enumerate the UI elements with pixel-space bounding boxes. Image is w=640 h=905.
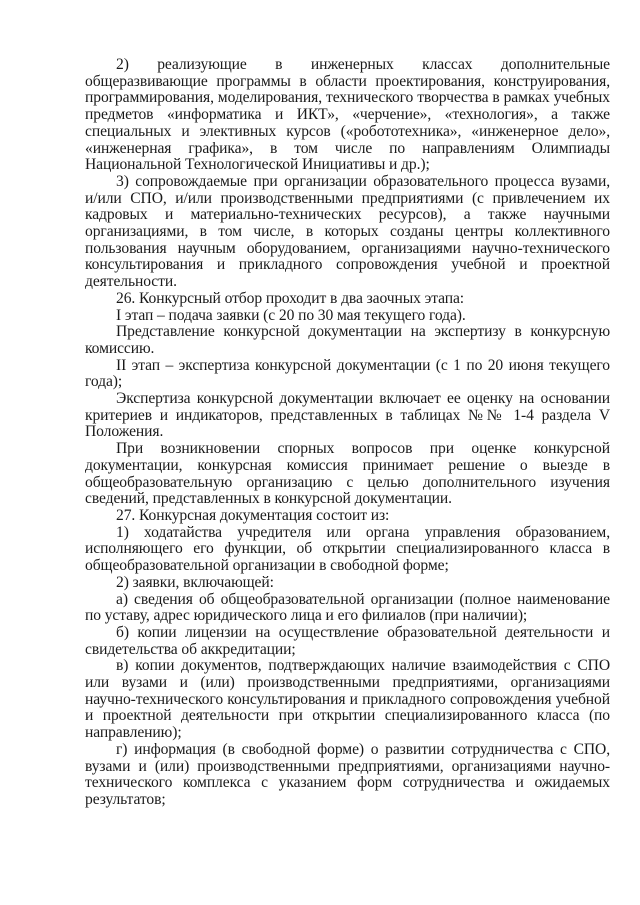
paragraph-stage-2: II этап – экспертиза конкурсной документации (с 1 по 20 июня текущего года);: [85, 356, 610, 391]
paragraph-item-3: 3) сопровождаемые при организации образовательного процесса вузами, и/или СПО, и/или производственными предприятиями (с привлечением их кадровых и материально-технических ресурсов), а также научными организациями, в том числе, в которых созданы центры коллективного пользования научным оборудованием, организациями научно-технического консультирования и прикладного сопровождения учебной и проектной деятельности.: [85, 172, 610, 291]
paragraph-subitem-v: в) копии документов, подтверждающих наличие взаимодействия с СПО или вузами и (или) производственными предприятиями, организациями научно-технического консультирования и прикладного сопровождения учебной и проектной деятельности при открытии специализированного класса (по направлению);: [85, 657, 610, 742]
paragraph-clause-27: 27. Конкурсная документация состоит из:: [116, 506, 390, 524]
paragraph-expertise: Экспертиза конкурсной документации включает ее оценку на основании критериев и индикаторов, представленных в таблицах №№ 1-4 раздела V Положения.: [85, 390, 610, 441]
paragraph-subitem-a: а) сведения об общеобразовательной организации (полное наименование по уставу, адрес юридического лица и его филиалов (при наличии);: [85, 590, 610, 625]
paragraph-doc-item-1: 1) ходатайства учредителя или органа управления образованием, исполняющего его функции, об открытии специализированного класса в общеобразовательной организации в свободной форме;: [85, 523, 610, 575]
paragraph-subitem-b: б) копии лицензии на осуществление образовательной деятельности и свидетельства об аккредитации;: [85, 623, 610, 658]
paragraph-clause-26: 26. Конкурсный отбор проходит в два заочных этапа:: [116, 289, 465, 307]
paragraph-disputes: При возникновении спорных вопросов при оценке конкурсной документации, конкурсная комиссия принимает решение о выезде в общеобразовательную организацию с целью дополнительного изучения сведений, представленных в конкурсной документации.: [85, 440, 610, 508]
paragraph-item-2: 2) реализующие в инженерных классах дополнительные общеразвивающие программы в области проектирования, конструирования, программирования, моделирования, технического творчества в рамках учебных предметов «информатика и ИКТ», «черчение», «технология», а также специальных и элективных курсов («робототехника», «инженерное дело», «инженерная графика», в том числе по направлениям Олимпиады Национальной Технологической Инициативы и др.);: [85, 56, 610, 174]
paragraph-doc-item-2: 2) заявки, включающей:: [116, 573, 274, 591]
paragraph-subitem-g: г) информация (в свободной форме) о развитии сотрудничества с СПО, вузами и (или) производственными предприятиями, организациями научно-технического комплекса с указанием форм сотрудничества и ожидаемых результатов;: [85, 740, 610, 808]
paragraph-stage-1-note: Представление конкурсной документации на экспертизу в конкурсную комиссию.: [85, 323, 610, 357]
paragraph-stage-1: I этап – подача заявки (с 20 по 30 мая текущего года).: [116, 306, 466, 324]
